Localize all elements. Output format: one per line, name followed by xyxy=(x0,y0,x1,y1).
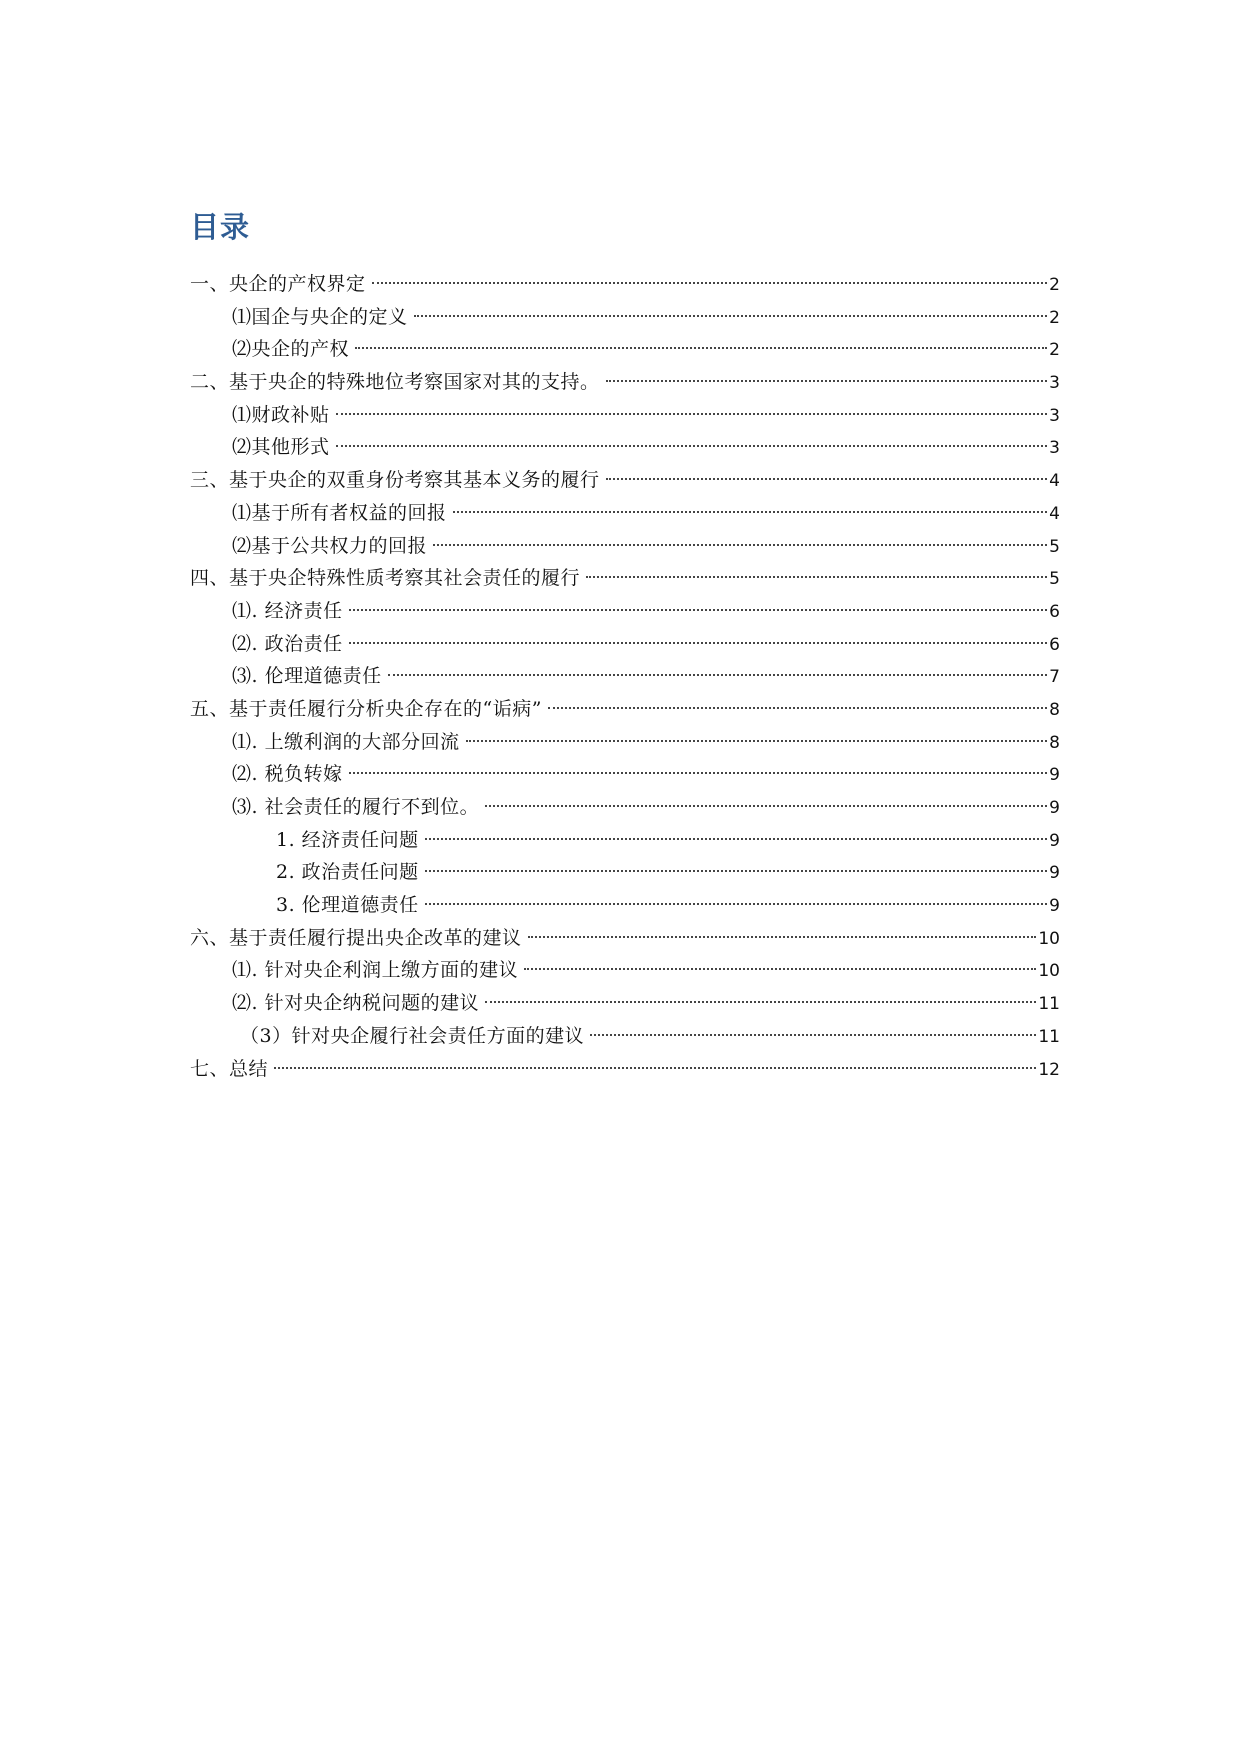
toc-dot-leader xyxy=(485,1001,1036,1003)
toc-entry[interactable] xyxy=(190,954,1060,987)
toc-entry[interactable] xyxy=(190,333,1060,366)
toc-page-number: 8 xyxy=(1049,699,1060,720)
toc-entry-text: 2. 政治责任问题 xyxy=(276,861,419,884)
toc-page-number: 10 xyxy=(1038,961,1060,982)
toc-page-number: 3 xyxy=(1049,438,1060,459)
toc-dot-leader xyxy=(433,544,1047,546)
toc-page-number: 2 xyxy=(1049,275,1060,295)
toc-dot-leader xyxy=(336,413,1048,415)
toc-page-number: 6 xyxy=(1049,634,1060,655)
toc-entry[interactable] xyxy=(190,301,1060,334)
toc-page-number: 5 xyxy=(1049,569,1060,590)
toc-entry-text: 1. 经济责任问题 xyxy=(276,828,419,851)
toc-page-number: 4 xyxy=(1049,471,1060,492)
toc-dot-leader xyxy=(586,576,1047,578)
toc-entry-text: ⑵其他形式 xyxy=(232,436,330,459)
toc-page-number: 9 xyxy=(1049,765,1060,786)
toc-page-number: 7 xyxy=(1049,667,1060,688)
toc-entry-text: 七、总结 xyxy=(190,1057,269,1080)
toc-entry[interactable] xyxy=(190,922,1060,955)
toc-title: 目录 xyxy=(190,210,251,244)
toc-entry-text: ⑴国企与央企的定义 xyxy=(232,305,408,328)
toc-dot-leader xyxy=(548,707,1047,709)
toc-dot-leader xyxy=(485,805,1047,807)
toc-entry-text: ⑴. 上缴利润的大部分回流 xyxy=(232,730,460,753)
toc-page-number: 9 xyxy=(1049,830,1060,851)
toc-page-number: 3 xyxy=(1049,373,1060,394)
toc-entry[interactable] xyxy=(190,595,1060,628)
toc-dot-leader xyxy=(349,609,1048,611)
toc-page-number: 9 xyxy=(1049,896,1060,917)
toc-page-number: 6 xyxy=(1049,601,1060,622)
toc-entry[interactable] xyxy=(190,1053,1060,1086)
toc-entry[interactable] xyxy=(190,889,1060,922)
toc-page-number: 2 xyxy=(1049,340,1060,361)
toc-entry[interactable] xyxy=(190,628,1060,661)
toc-page-number: 9 xyxy=(1049,798,1060,818)
toc-entry[interactable] xyxy=(190,431,1060,464)
toc-dot-leader xyxy=(425,870,1048,872)
toc-dot-leader xyxy=(453,511,1048,513)
toc-entry-text: 二、基于央企的特殊地位考察国家对其的支持。 xyxy=(190,371,600,394)
toc-entry[interactable] xyxy=(190,464,1060,497)
toc-entry-text: ⑵央企的产权 xyxy=(232,338,350,361)
toc-entry[interactable] xyxy=(190,562,1060,595)
toc-dot-leader xyxy=(606,380,1048,382)
toc-entry-text: 三、基于央企的双重身份考察其基本义务的履行 xyxy=(190,469,600,492)
toc-entry-text: 六、基于责任履行提出央企改革的建议 xyxy=(190,926,522,949)
toc-dot-leader xyxy=(336,445,1048,447)
toc-page-number: 11 xyxy=(1038,1026,1060,1047)
toc-entry[interactable] xyxy=(190,399,1060,432)
toc-page-number: 2 xyxy=(1049,307,1060,328)
toc-page-number: 10 xyxy=(1038,928,1060,949)
toc-dot-leader xyxy=(425,903,1048,905)
toc-dot-leader xyxy=(606,478,1048,480)
toc-entry-text: ⑶. 社会责任的履行不到位。 xyxy=(232,796,480,818)
toc-page-number: 9 xyxy=(1049,863,1060,884)
toc-dot-leader xyxy=(388,674,1048,676)
toc-entry[interactable] xyxy=(190,1020,1060,1053)
toc-entry-text: ⑴. 针对央企利润上缴方面的建议 xyxy=(232,959,519,982)
toc-entry-text: ⑵. 税负转嫁 xyxy=(232,763,343,786)
toc-page-number: 3 xyxy=(1049,405,1060,426)
toc-entry-text: ⑶. 伦理道德责任 xyxy=(232,665,382,688)
toc-entry-text: ⑵基于公共权力的回报 xyxy=(232,534,428,557)
toc-entry[interactable] xyxy=(190,824,1060,857)
toc-dot-leader xyxy=(524,968,1036,970)
toc-entry-text: ⑵. 政治责任 xyxy=(232,632,343,655)
toc-entry[interactable] xyxy=(190,987,1060,1020)
toc-dot-leader xyxy=(425,838,1048,840)
toc-entry[interactable] xyxy=(190,366,1060,399)
toc-entry-text: 四、基于央企特殊性质考察其社会责任的履行 xyxy=(190,567,581,590)
toc-entry-text: ⑴. 经济责任 xyxy=(232,599,343,622)
toc-page-number: 11 xyxy=(1038,994,1060,1015)
toc-dot-leader xyxy=(414,315,1048,317)
toc-entry[interactable] xyxy=(190,497,1060,530)
toc-entry[interactable] xyxy=(190,758,1060,791)
toc-dot-leader xyxy=(372,282,1048,284)
toc-dot-leader xyxy=(349,772,1048,774)
toc-entry[interactable] xyxy=(190,693,1060,726)
toc-entry[interactable] xyxy=(190,791,1060,824)
toc-entry-text: （3）针对央企履行社会责任方面的建议 xyxy=(240,1024,585,1047)
toc-page-number: 8 xyxy=(1049,732,1060,753)
toc-entry[interactable] xyxy=(190,268,1060,301)
toc-list xyxy=(190,268,1060,1085)
toc-dot-leader xyxy=(466,740,1048,742)
toc-entry[interactable] xyxy=(190,530,1060,563)
toc-dot-leader xyxy=(355,347,1047,349)
toc-dot-leader xyxy=(349,642,1048,644)
toc-entry-text: ⑴财政补贴 xyxy=(232,403,330,426)
toc-dot-leader xyxy=(528,936,1037,938)
toc-entry-text: 3. 伦理道德责任 xyxy=(276,894,419,917)
toc-dot-leader xyxy=(590,1034,1036,1036)
toc-entry-text: ⑵. 针对央企纳税问题的建议 xyxy=(232,992,480,1015)
toc-page-number: 12 xyxy=(1038,1059,1060,1080)
toc-entry[interactable] xyxy=(190,856,1060,889)
toc-entry[interactable] xyxy=(190,660,1060,693)
toc-page-number: 5 xyxy=(1049,536,1060,557)
toc-entry-text: 一、央企的产权界定 xyxy=(190,273,366,295)
toc-entry[interactable] xyxy=(190,726,1060,759)
toc-entry-text: ⑴基于所有者权益的回报 xyxy=(232,501,447,524)
toc-page-number: 4 xyxy=(1049,503,1060,524)
toc-entry-text: 五、基于责任履行分析央企存在的“诟病” xyxy=(190,697,542,720)
toc-dot-leader xyxy=(274,1067,1036,1069)
